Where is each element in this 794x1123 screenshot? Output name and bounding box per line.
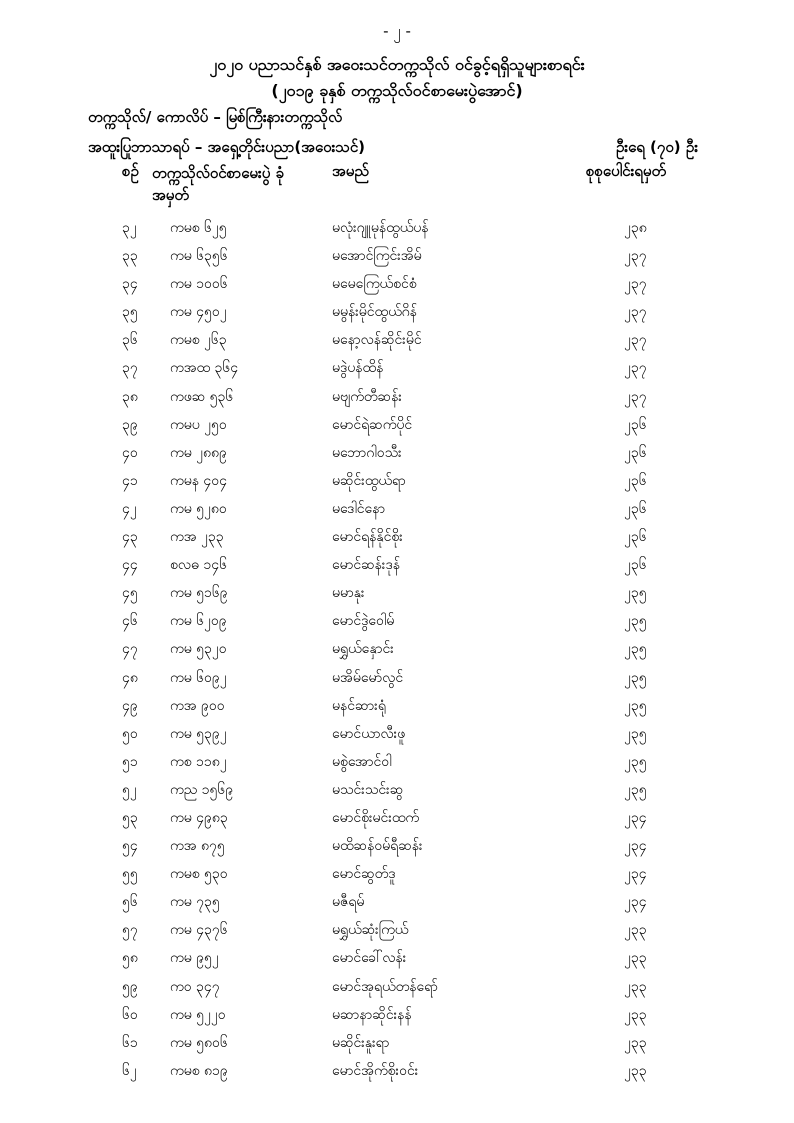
total-mark: ၂၃၇ <box>624 360 647 377</box>
roll-number: စလဓ ၁၄၆ <box>170 557 227 574</box>
table-row <box>0 804 794 832</box>
student-name: မလုံးဂျူမုန်ထွယ်ပန် <box>332 220 429 236</box>
row-number: ၅၀ <box>122 725 138 742</box>
total-mark: ၂၃၄ <box>624 838 647 855</box>
total-mark: ၂၃၇ <box>624 248 647 265</box>
total-mark: ၂၃၅ <box>624 641 647 658</box>
table-row <box>0 973 794 1001</box>
roll-number: ကမ ၅၃၉၂ <box>170 725 227 742</box>
roll-number: ကမ ၅၂၈၀ <box>170 500 227 517</box>
table-row <box>0 326 794 354</box>
student-name: မဒွဲပန်ထိန် <box>332 360 384 377</box>
table-row <box>0 1057 794 1085</box>
roll-number: ကမ ၅၂၂၀ <box>170 1006 226 1023</box>
roll-number: ကမ ၅၈၀၆ <box>170 1034 228 1051</box>
table-row <box>0 748 794 776</box>
roll-number: ကမစ ၂၆၃ <box>170 332 227 349</box>
student-name: မောင်ခေါ်လန်း <box>332 950 407 967</box>
student-name: မဒေါင်နော <box>332 500 386 517</box>
results-table <box>0 214 794 1085</box>
row-number: ၅၆ <box>122 894 138 911</box>
table-row <box>0 439 794 467</box>
major-label: အထူးပြုဘာသာရပ် – အရှေ့တိုင်းပညာ(အဝေးသင်) <box>88 138 366 156</box>
roll-number: ကမ ၅၃၂၀ <box>170 641 227 658</box>
table-row <box>0 214 794 242</box>
document-title: ၂၀၂၀ ပညာသင်နှစ် အဝေးသင်တက္ကသိုလ် ဝင်ခွင့်ရရှိသူများစာရင်း <box>209 55 585 74</box>
row-number: ၄၂ <box>122 500 137 517</box>
total-mark: ၂၃၃ <box>624 1062 647 1079</box>
total-mark: ၂၃၅ <box>624 725 647 742</box>
row-number: ၅၁ <box>122 753 138 770</box>
total-mark: ၂၃၅ <box>624 585 647 602</box>
total-mark: ၂၃၅ <box>624 697 647 714</box>
total-mark: ၂၃၅ <box>624 669 647 686</box>
table-row <box>0 664 794 692</box>
table-row <box>0 411 794 439</box>
roll-number: ကမ ၇၃၅ <box>170 894 220 911</box>
row-number: ၄၄ <box>122 557 138 574</box>
student-name: မမာနုး <box>332 585 365 602</box>
student-name: မနင်ဆားရုံ <box>332 697 386 714</box>
table-row <box>0 692 794 720</box>
student-name: မောင်အိုက်စိုးဝင်း <box>332 1062 419 1079</box>
student-name: မဘောဂါဝသီး <box>332 444 402 461</box>
total-mark: ၂၃၃ <box>624 978 647 995</box>
header-name: အမည် <box>332 162 369 180</box>
roll-number: ကဖဆ ၅၃၆ <box>170 388 234 405</box>
roll-number: ကအ ၂၃၃ <box>170 529 224 546</box>
total-mark: ၂၃၅ <box>624 613 647 630</box>
total-mark: ၂၃၃ <box>624 950 647 967</box>
student-name: မအိမ်မော်လွင် <box>332 669 404 686</box>
total-mark: ၂၃၆ <box>624 472 647 489</box>
table-row <box>0 916 794 944</box>
student-name: မောင်ရန်နိုင်စိုး <box>332 529 403 546</box>
major-line <box>88 138 698 160</box>
roll-number: ကအ ၈၇၅ <box>170 838 225 855</box>
roll-number: ကည ၁၅၆၉ <box>170 781 234 798</box>
student-name: မဆာနာဆိုင်းနန် <box>332 1006 412 1023</box>
table-row <box>0 354 794 382</box>
roll-number: ကမ ၅၁၆၉ <box>170 585 228 602</box>
total-mark: ၂၃၃ <box>624 922 647 939</box>
roll-number: ကမ ၉၅၂ <box>170 950 219 967</box>
row-number: ၅၃ <box>122 809 138 826</box>
row-number: ၄၈ <box>122 669 138 686</box>
row-number: ၃၃ <box>122 248 138 265</box>
row-number: ၄၁ <box>122 472 138 489</box>
student-name: မစွဲအောင်ဝါ <box>332 753 392 770</box>
row-number: ၆၂ <box>122 1062 137 1079</box>
table-row <box>0 467 794 495</box>
table-row <box>0 776 794 804</box>
roll-number: ကမစ ၅၃၀ <box>170 866 228 883</box>
row-number: ၅၉ <box>122 978 138 995</box>
student-name: မနော့လန်ဆိုင်းမိုင် <box>332 332 422 349</box>
table-row <box>0 579 794 607</box>
student-name: မောင်ဒွဲဝေါမ် <box>332 613 395 630</box>
row-number: ၄၃ <box>122 529 138 546</box>
row-number: ၄၉ <box>122 697 138 714</box>
roll-number: ကမစ ၈၁၉ <box>170 1062 228 1079</box>
total-mark: ၂၃၇ <box>624 304 647 321</box>
table-row <box>0 888 794 916</box>
row-number: ၄၇ <box>122 641 138 658</box>
row-number: ၃၂ <box>122 220 137 236</box>
student-name: မောင်အုရယ်တန်ရော် <box>332 978 438 995</box>
roll-number: ကမစ ၆၂၅ <box>170 220 227 236</box>
table-row <box>0 720 794 748</box>
total-count: ဦးရေ (၇၀) ဦး <box>615 138 698 156</box>
total-mark: ၂၃၅ <box>624 781 647 798</box>
row-number: ၅၅ <box>122 866 138 883</box>
row-number: ၃၅ <box>122 304 138 321</box>
total-mark: ၂၃၇ <box>624 276 647 293</box>
total-mark: ၂၃၃ <box>624 1034 647 1051</box>
student-name: မဗျက်တီဆန်း <box>332 388 402 405</box>
roll-number: ကမ ၂၈၈၉ <box>170 444 227 461</box>
table-row <box>0 1001 794 1029</box>
row-number: ၅၄ <box>122 838 138 855</box>
table-row <box>0 551 794 579</box>
total-mark: ၂၃၆ <box>624 529 647 546</box>
row-number: ၆၀ <box>122 1006 138 1023</box>
table-row <box>0 383 794 411</box>
row-number: ၄၆ <box>122 613 138 630</box>
row-number: ၅၇ <box>122 922 138 939</box>
roll-number: ကမ ၁၀၀၆ <box>170 276 228 293</box>
row-number: ၅၈ <box>122 950 138 967</box>
row-number: ၃၆ <box>122 332 138 349</box>
table-row <box>0 495 794 523</box>
roll-number: ကမ ၄၅၀၂ <box>170 304 227 321</box>
row-number: ၃၇ <box>122 360 138 377</box>
table-header <box>0 162 794 206</box>
roll-number: ကစ ၁၁၈၂ <box>170 753 227 770</box>
total-mark: ၂၃၇ <box>624 332 647 349</box>
table-row <box>0 1029 794 1057</box>
student-name: မောင်ဆန်းဒုန် <box>332 557 401 574</box>
total-mark: ၂၃၃ <box>624 1006 647 1023</box>
student-name: မဆိုင်းနူးရာ <box>332 1034 390 1051</box>
roll-number: ကအထ ၃၆၄ <box>170 360 239 377</box>
total-mark: ၂၃၅ <box>624 753 647 770</box>
roll-number: ကဝ ၃၄၇ <box>170 978 220 995</box>
total-mark: ၂၃၆ <box>624 500 647 517</box>
student-name: မောင်စိုးမင်းထက် <box>332 809 420 826</box>
row-number: ၄၅ <box>122 585 138 602</box>
student-name: မောင်ဆွတ်ဒူ <box>332 866 396 883</box>
total-mark: ၂၃၆ <box>624 416 647 433</box>
student-name: မမေကြေယ်စင်စံ <box>332 276 417 293</box>
total-mark: ၂၃၄ <box>624 866 647 883</box>
student-name: မဆိုင်းထွယ်ရာ <box>332 472 406 489</box>
page-number: - ၂ - <box>383 22 411 40</box>
roll-number: ကမပ ၂၅၀ <box>170 416 227 433</box>
student-name: မောင်ရဲဆက်ပိုင် <box>332 416 413 433</box>
total-mark: ၂၃၇ <box>624 388 647 405</box>
student-name: မဇီရမ် <box>332 894 365 911</box>
row-number: ၅၂ <box>122 781 137 798</box>
student-name: မအောင်ကြင်းအိမ် <box>332 248 422 265</box>
student-name: မထိဆန်ဝမ်ရီဆန်း <box>332 838 423 855</box>
header-roll: တက္ကသိုလ်ဝင်စာမေးပွဲ ခုံအမှတ် <box>152 164 284 204</box>
total-mark: ၂၃၈ <box>624 220 647 236</box>
table-row <box>0 607 794 635</box>
student-name: မမွန်းမိုင်ထွယ်ဂိန် <box>332 304 417 321</box>
roll-number: ကမ ၄၉၈၃ <box>170 809 228 826</box>
total-mark: ၂၃၆ <box>624 444 647 461</box>
total-mark: ၂၃၄ <box>624 894 647 911</box>
table-row <box>0 860 794 888</box>
row-number: ၃၄ <box>122 276 138 293</box>
student-name: မောင်ယာလီးဖူ <box>332 725 406 742</box>
row-number: ၄၀ <box>122 444 138 461</box>
table-row <box>0 635 794 663</box>
university-line: တက္ကသိုလ်/ ကောလိပ် – မြစ်ကြီးနားတက္ကသိုလ် <box>88 108 343 126</box>
roll-number: ကမ ၆၂၀၉ <box>170 613 227 630</box>
total-mark: ၂၃၄ <box>624 809 647 826</box>
roll-number: ကအ ၉၀၀ <box>170 697 225 714</box>
header-no: စဉ် <box>122 162 139 180</box>
row-number: ၃၉ <box>122 416 138 433</box>
student-name: မရွှယ်ဆုံးကြယ် <box>332 922 409 939</box>
row-number: ၃၈ <box>122 388 138 405</box>
table-row <box>0 242 794 270</box>
row-number: ၆၁ <box>122 1034 138 1051</box>
table-row <box>0 270 794 298</box>
header-mark: စုစုပေါင်းရမှတ် <box>586 162 667 180</box>
table-row <box>0 523 794 551</box>
roll-number: ကမ ၄၃၇၆ <box>170 922 228 939</box>
table-row <box>0 298 794 326</box>
table-row <box>0 944 794 972</box>
roll-number: ကမ ၆၀၉၂ <box>170 669 227 686</box>
total-mark: ၂၃၆ <box>624 557 647 574</box>
document-subtitle: (၂၀၁၉ ခုနှစ် တက္ကသိုလ်ဝင်စာမေးပွဲအောင်) <box>271 81 523 100</box>
roll-number: ကမ ၆၃၅၆ <box>170 248 228 265</box>
student-name: မသင်းသင်းဆွ <box>332 781 404 798</box>
student-name: မရွှယ်နှောင်း <box>332 641 394 658</box>
table-row <box>0 832 794 860</box>
roll-number: ကမန ၄၀၄ <box>170 472 228 489</box>
